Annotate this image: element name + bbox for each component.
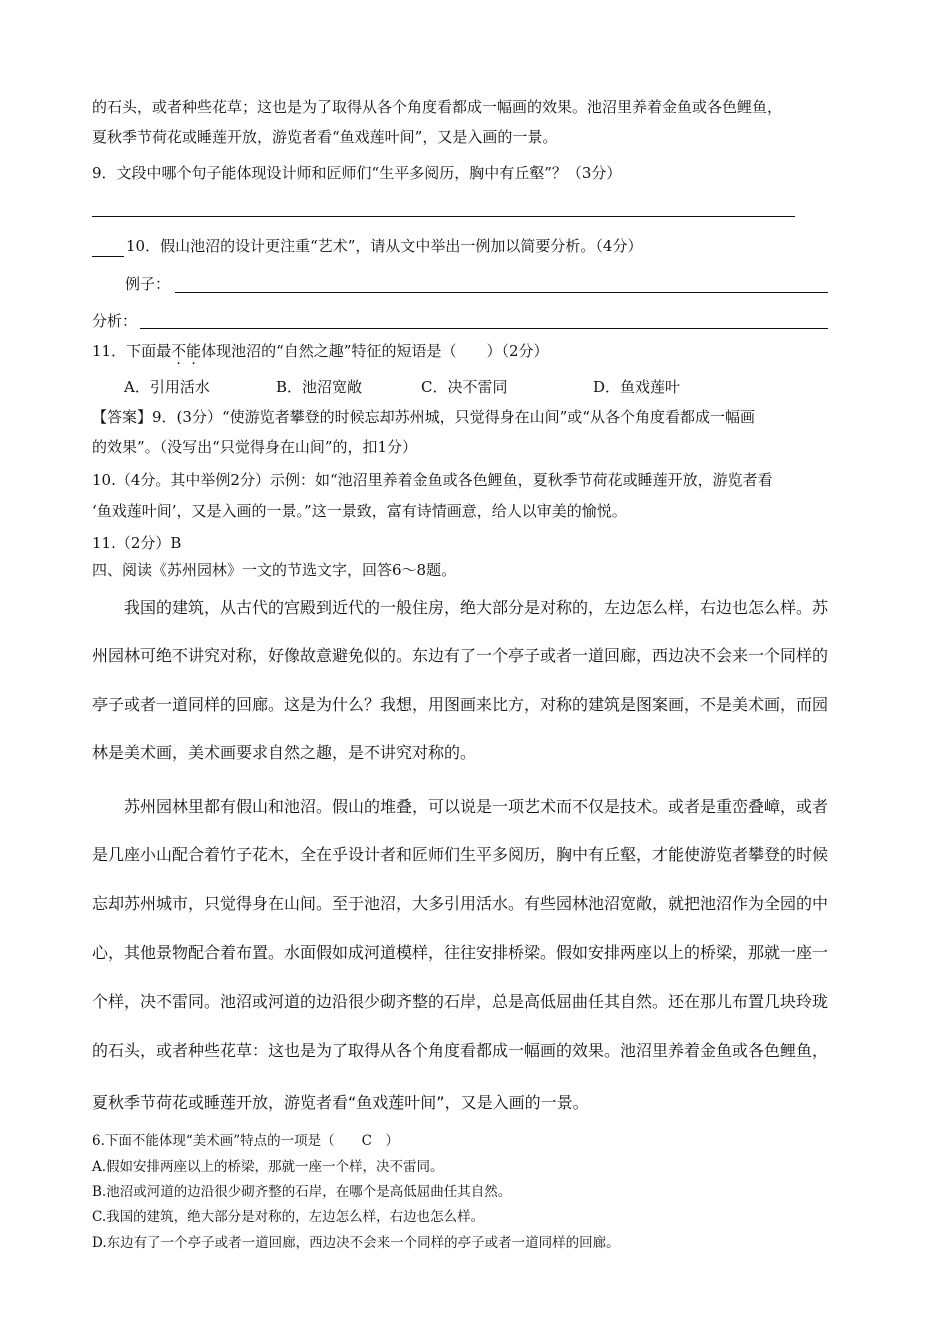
- option-b: B．池沼宽敞: [276, 378, 363, 396]
- question-6-option-c: C.我国的建筑，绝大部分是对称的，左边怎么样，右边也怎么样。: [92, 1209, 485, 1225]
- score-blank: [92, 256, 124, 257]
- answer-line: 的效果”。（没写出“只觉得身在山间”的，扣1分）: [92, 438, 418, 456]
- answer-line: 11.（2分）B: [92, 534, 182, 552]
- question-9: 9．文段中哪个句子能体现设计师和匠师们“生平多阅历，胸中有丘壑”？（3分）: [92, 164, 622, 182]
- passage-paragraph-line: 苏州园林里都有假山和池沼。假山的堆叠，可以说是一项艺术而不仅是技术。或者是重峦叠嶂，或者: [124, 797, 829, 816]
- analysis-answer-line: [140, 328, 828, 329]
- example-answer-line: [175, 292, 828, 293]
- passage-paragraph-line: 是几座小山配合着竹子花木，全在乎设计者和匠师们生平多阅历，胸中有丘壑，才能使游览者攀登的时候: [92, 845, 829, 864]
- question-6-option-d: D.东边有了一个亭子或者一道回廊，西边决不会来一个同样的亭子或者一道同样的回廊。: [92, 1235, 620, 1251]
- option-c: C．决不雷同: [421, 378, 508, 396]
- question-6: 6.下面不能体现“美术画”特点的一项是（ C ）: [92, 1133, 400, 1149]
- passage-line: 的石头，或者种些花草；这也是为了取得从各个角度看都成一幅画的效果。池沼里养着金鱼或各色鲤鱼，: [92, 98, 783, 116]
- section-heading: 四、阅读《苏州园林》一文的节选文字，回答6～8题。: [92, 561, 457, 579]
- passage-paragraph-line: 林是美术画，美术画要求自然之趣，是不讲究对称的。: [92, 743, 477, 762]
- passage-paragraph-line: 我国的建筑，从古代的宫殿到近代的一般住房，绝大部分是对称的，左边怎么样，右边也怎么样。苏: [124, 598, 829, 617]
- q11-prefix: 11．下面最: [92, 342, 172, 360]
- passage-paragraph-line: 夏秋季节荷花或睡莲开放，游览者看“鱼戏莲叶间”，又是入画的一景。: [92, 1093, 589, 1112]
- answer-line: 10.（4分。其中举例2分）示例：如“池沼里养着金鱼或各色鲤鱼，夏秋季节荷花或睡莲开放，游览者看: [92, 471, 773, 489]
- question-6-option-b: B.池沼或河道的边沿很少砌齐整的石岸，在哪个是高低屈曲任其自然。: [92, 1184, 512, 1200]
- passage-paragraph-line: 忘却苏州城市，只觉得身在山间。至于池沼，大多引用活水。有些园林池沼宽敞，就把池沼作为全园的中: [92, 894, 829, 913]
- option-a: A．引用活水: [124, 378, 210, 396]
- passage-paragraph-line: 心，其他景物配合着布置。水面假如成河道模样，往往安排桥梁。假如安排两座以上的桥梁，那就一座一: [92, 943, 829, 962]
- option-d: D．鱼戏莲叶: [593, 378, 681, 396]
- answer-line-q9: [92, 216, 795, 217]
- passage-paragraph-line: 亭子或者一道同样的回廊。这是为什么？我想，用图画来比方，对称的建筑是图案画，不是美术画，而园: [92, 695, 829, 714]
- question-11: [92, 341, 549, 361]
- question-6-option-a: A.假如安排两座以上的桥梁，那就一座一个样，决不雷同。: [92, 1159, 444, 1175]
- q11-options: [124, 377, 680, 397]
- analysis-label: 分析：: [92, 312, 138, 330]
- passage-paragraph-line: 个样，决不雷同。池沼或河道的边沿很少砌齐整的石岸，总是高低屈曲任其自然。还在那儿布置几块玲珑: [92, 992, 829, 1011]
- answer-line: ‘鱼戏莲叶间’，又是入画的一景。”这一景致，富有诗情画意，给人以审美的愉悦。: [92, 502, 627, 520]
- passage-paragraph-line: 州园林可绝不讲究对称，好像故意避免似的。东边有了一个亭子或者一道回廊，西边决不会来一个同样的: [92, 646, 829, 665]
- passage-paragraph-line: 的石头，或者种些花草：这也是为了取得从各个角度看都成一幅画的效果。池沼里养着金鱼或各色鲤鱼，: [92, 1041, 829, 1060]
- emphasis-char: 不: [171, 342, 187, 360]
- passage-line: 夏秋季节荷花或睡莲开放，游览者看“鱼戏莲叶间”，又是入画的一景。: [92, 128, 558, 146]
- example-label: 例子：: [125, 275, 171, 293]
- question-10: 10．假山池沼的设计更注重“艺术”，请从文中举出一例加以简要分析。（4分）: [126, 237, 643, 255]
- q11-suffix: 体现池沼的“自然之趣”特征的短语是（ ）（2分）: [201, 342, 549, 360]
- answer-line: 【答案】9．(3分）“使游览者攀登的时候忘却苏州城，只觉得身在山间”或“从各个角度看都成一幅画: [92, 408, 755, 426]
- emphasis-char: 能: [186, 342, 202, 360]
